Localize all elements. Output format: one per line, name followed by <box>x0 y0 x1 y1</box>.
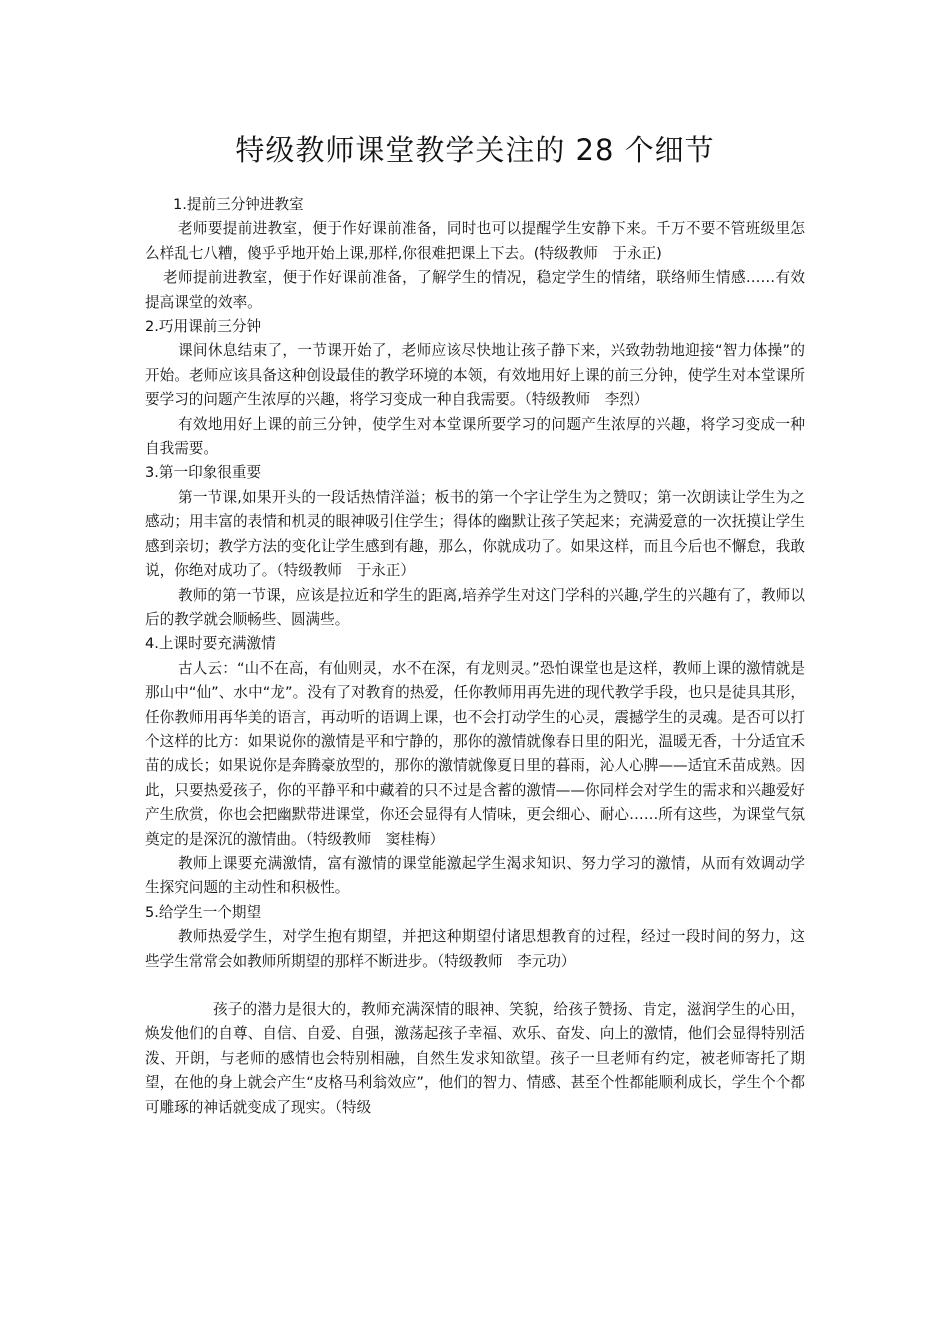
section-1-paragraph-2: 老师提前进教室，便于作好课前准备，了解学生的情况，稳定学生的情绪，联络师生情感……有效提高课堂的效率。 <box>145 269 805 311</box>
section-heading-2: 2.巧用课前三分钟 <box>145 318 262 336</box>
section-2-paragraph-1: 课间休息结束了，一节课开始了，老师应该尽快地让孩子静下来，兴致勃勃地迎接“智力体操”的开始。老师应该具备这种创设最佳的教学环境的本领，有效地用好上课的前三分钟，使学生对本堂课所要学习的问题产生浓厚的兴趣，将学习变成一种自我需要。（特级教师 李烈） <box>145 342 805 409</box>
section-3-paragraph-2: 教师的第一节课，应该是拉近和学生的距离,培养学生对这门学科的兴趣,学生的兴趣有了，教师以后的教学就会顺畅些、圆满些。 <box>145 586 805 628</box>
section-5-paragraph-1: 教师热爱学生，对学生抱有期望，并把这种期望付诸思想教育的过程，经过一段时间的努力，这些学生常常会如教师所期望的那样不断进步。（特级教师 李元功） <box>145 928 805 970</box>
section-heading-5: 5.给学生一个期望 <box>145 903 262 921</box>
section-5-paragraph-2: 孩子的潜力是很大的，教师充满深情的眼神、笑貌，给孩子赞扬、肯定，滋润学生的心田，焕发他们的自尊、自信、自爱、自强，激荡起孩子幸福、欢乐、奋发、向上的激情，他们会显得特别活泼、开朗，与老师的感情也会特别相融，自然生发求知欲望。孩子一旦老师有约定，被老师寄托了期望，在他的身上就会产生“皮格马利翁效应”，他们的智力、情感、甚至个性都能顺利成长，学生个个都可雕琢的神话就变成了现实。（特级 <box>145 1001 805 1116</box>
document-body <box>145 193 805 1120</box>
section-heading-3: 3.第一印象很重要 <box>145 464 262 482</box>
section-heading-4: 4.上课时要充满激情 <box>145 635 276 653</box>
section-4-paragraph-2: 教师上课要充满激情，富有激情的课堂能激起学生渴求知识、努力学习的激情，从而有效调动学生探究问题的主动性和积极性。 <box>145 854 805 897</box>
document-title: 特级教师课堂教学关注的 28 个细节 <box>235 133 715 167</box>
section-3-paragraph-1: 第一节课,如果开头的一段话热情洋溢；板书的第一个字让学生为之赞叹；第一次朗读让学生为之感动；用丰富的表情和机灵的眼神吸引住学生；得体的幽默让孩子笑起来；充满爱意的一次抚摸让学生感到亲切；教学方法的变化让学生感到有趣，那么，你就成功了。如果这样，而且今后也不懈怠，我敢说，你绝对成功了。（特级教师 于永正） <box>145 488 805 580</box>
section-2-paragraph-2: 有效地用好上课的前三分钟，使学生对本堂课所要学习的问题产生浓厚的兴趣，将学习变成一种自我需要。 <box>145 415 805 458</box>
section-1-paragraph-1: 老师要提前进教室，便于作好课前准备，同时也可以提醒学生安静下来。千万不要不管班级里怎么样乱七八糟，傻乎乎地开始上课,那样,你很难把课上下去。(特级教师 于永正) <box>145 220 805 262</box>
section-heading-1: 1.提前三分钟进教室 <box>173 196 304 213</box>
section-4-paragraph-1: 古人云：“山不在高，有仙则灵，水不在深，有龙则灵。”恐怕课堂也是这样，教师上课的激情就是那山中“仙”、水中“龙”。没有了对教育的热爱，任你教师用再先进的现代教学手段，也只是徒具其形，任你教师用再华美的语言，再动听的语调上课，也不会打动学生的心灵，震撼学生的灵魂。是否可以打个这样的比方：如果说你的激情是平和宁静的，那你的激情就像春日里的阳光，温暖无香，十分适宜禾苗的成长；如果说你是奔腾豪放型的，那你的激情就像夏日里的暮雨，沁人心脾——适宜禾苗成熟。因此，只要热爱孩子，你的平静平和中藏着的只不过是含蓄的激情——你同样会对学生的需求和兴趣爱好产生欣赏，你也会把幽默带进课堂，你还会显得有人情味，更会细心、耐心……所有这些，为课堂气氛奠定的是深沉的激情曲。（特级教师 窦桂梅） <box>145 659 805 848</box>
